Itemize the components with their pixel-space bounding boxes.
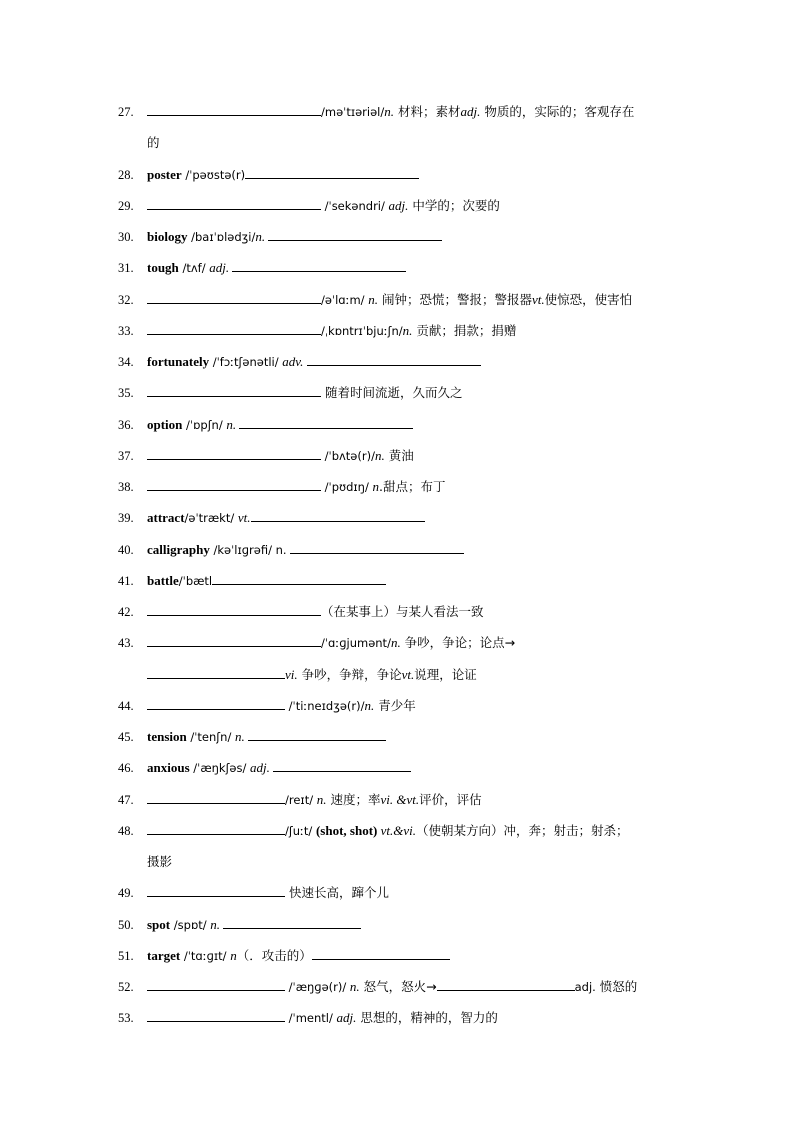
phonetic: /tʌf/	[178, 261, 210, 276]
meaning: 快速长高，蹿个儿	[285, 885, 389, 901]
part-of-speech: vt.	[531, 291, 545, 307]
vocabulary-list	[118, 101, 678, 1039]
list-item	[118, 351, 678, 382]
part-of-speech: vt.	[237, 510, 251, 526]
headword: fortunately	[147, 354, 210, 369]
phonetic: /reɪt/	[285, 792, 317, 807]
item-number: 48.	[118, 823, 134, 838]
meaning: 材料；素材	[394, 104, 461, 119]
list-item	[118, 695, 678, 726]
meaning: （在某事上）与某人看法一致	[321, 604, 484, 619]
meaning: （使朝某方向）冲，奔；射击；射杀；	[416, 822, 629, 838]
part-of-speech: n.	[255, 229, 269, 244]
part-of-speech: n.	[384, 104, 394, 119]
headword: tough	[147, 260, 179, 276]
item-number: 41.	[118, 573, 134, 588]
list-item	[118, 945, 678, 976]
answer-blank[interactable]	[147, 882, 285, 897]
answer-blank[interactable]	[307, 351, 481, 366]
item-number: 29.	[118, 198, 134, 213]
headword: battle	[147, 572, 179, 588]
item-number: 36.	[118, 417, 134, 432]
part-of-speech: vi.	[285, 666, 298, 682]
list-item	[118, 632, 678, 663]
answer-blank[interactable]	[245, 164, 419, 179]
item-number: 42.	[118, 605, 134, 619]
list-item-continuation	[118, 851, 678, 882]
list-item	[118, 476, 678, 507]
answer-blank[interactable]	[147, 1007, 285, 1022]
phonetic: /ˈɑːɡjumənt/	[321, 636, 391, 651]
phonetic: /baɪˈɒlədʒi/	[187, 230, 256, 244]
part-of-speech: n.	[210, 916, 224, 932]
phonetic: /ˈpʊdɪŋ/	[321, 480, 373, 494]
meaning: .甜点；布丁	[379, 479, 446, 494]
phonetic: /ˈfɔːtʃənətli/	[209, 355, 283, 369]
list-item	[118, 507, 678, 538]
headword: calligraphy	[147, 541, 210, 557]
answer-blank[interactable]	[232, 257, 406, 272]
part-of-speech: n.	[316, 791, 327, 807]
item-number: 51.	[118, 948, 134, 963]
list-item	[118, 320, 678, 351]
item-number: 53.	[118, 1011, 134, 1026]
list-item	[118, 757, 678, 788]
list-item	[118, 414, 678, 445]
list-item	[118, 570, 678, 601]
phonetic: /ˈɒpʃn/	[182, 417, 227, 432]
meaning: 思想的，精神的，智力的	[356, 1010, 498, 1026]
phonetic: /ˈsekəndri/	[321, 198, 389, 213]
phonetic: /əˈtrækt/	[184, 511, 238, 526]
list-item	[118, 789, 678, 820]
part-of-speech: n.	[374, 447, 385, 463]
phonetic: /ˈmentl/	[285, 1011, 337, 1026]
meaning: 闹钟；恐慌；警报；警报器	[377, 291, 532, 307]
phonetic: /məˈtɪəriəl/	[321, 105, 385, 119]
verb-forms: (shot, shot)	[315, 822, 378, 838]
list-item	[118, 601, 678, 632]
list-item-continuation	[118, 132, 678, 163]
item-number: 50.	[118, 917, 134, 932]
item-number: 30.	[118, 230, 134, 244]
part-of-speech: adj.	[250, 760, 274, 776]
item-number: 43.	[118, 636, 134, 651]
part-of-speech: vt.&vi.	[377, 822, 416, 838]
item-number: 35.	[118, 386, 134, 401]
answer-blank[interactable]	[147, 101, 321, 116]
item-number: 45.	[118, 730, 134, 744]
meaning: 的	[147, 135, 160, 151]
phonetic: /əˈlɑːm/	[321, 292, 369, 307]
list-item	[118, 382, 678, 413]
list-item	[118, 101, 678, 132]
item-number: 47.	[118, 792, 134, 807]
item-number: 31.	[118, 261, 134, 276]
list-item	[118, 976, 678, 1007]
phonetic: /ˈæŋkʃəs/	[189, 761, 251, 776]
list-item	[118, 226, 678, 257]
list-item	[118, 257, 678, 288]
item-number: 52.	[118, 980, 134, 994]
part-of-speech: n.	[368, 291, 378, 307]
answer-blank[interactable]	[251, 507, 425, 522]
part-of-speech: n.	[402, 322, 413, 338]
phonetic: /kəˈlɪɡrəfi/ n.	[209, 542, 291, 557]
headword: poster	[147, 166, 182, 182]
answer-blank[interactable]	[147, 789, 285, 804]
meaning: 速度；率	[326, 791, 381, 807]
phonetic: /ˈtiːneɪdʒə(r)/	[285, 698, 365, 713]
answer-blank[interactable]	[273, 757, 411, 772]
list-item-continuation	[118, 664, 678, 695]
meaning: 争吵，争辩，争论	[297, 666, 402, 682]
meaning: 物质的，实际的；客观存在	[480, 104, 635, 119]
item-number: 27.	[118, 105, 134, 119]
list-item	[118, 914, 678, 945]
headword: attract	[147, 510, 185, 526]
headword: target	[147, 947, 181, 963]
item-number: 40.	[118, 542, 134, 557]
item-number: 32.	[118, 292, 134, 307]
list-item	[118, 539, 678, 570]
answer-blank[interactable]	[147, 320, 321, 335]
item-number: 37.	[118, 448, 134, 463]
headword: tension	[147, 729, 187, 744]
item-number: 44.	[118, 698, 134, 713]
meaning: （．攻击的）	[236, 947, 312, 963]
meaning: 中学的；次要的	[408, 197, 500, 213]
answer-blank[interactable]	[212, 570, 386, 585]
meaning: 黄油	[384, 447, 414, 463]
part-of-speech: adj.	[460, 104, 481, 119]
list-item	[118, 820, 678, 851]
answer-blank[interactable]	[147, 632, 321, 647]
part-of-speech: vt.	[401, 666, 415, 682]
answer-blank[interactable]	[147, 664, 285, 679]
phonetic: /ˈtenʃn/	[186, 730, 235, 744]
item-number: 38.	[118, 480, 134, 494]
part-of-speech: n	[372, 479, 379, 494]
answer-blank[interactable]	[147, 976, 285, 991]
phonetic: /ˈbætl	[178, 573, 213, 588]
part-of-speech: n.	[364, 697, 375, 713]
answer-blank[interactable]	[147, 695, 285, 710]
list-item	[118, 1007, 678, 1038]
answer-blank[interactable]	[147, 820, 285, 835]
list-item	[118, 289, 678, 320]
phonetic: /ˈpəʊstə(r)	[181, 167, 246, 182]
part-of-speech: adj.	[336, 1010, 357, 1026]
part-of-speech: n.	[390, 635, 401, 651]
answer-blank[interactable]	[290, 539, 464, 554]
part-of-speech: n	[230, 947, 237, 963]
item-number: 28.	[118, 167, 134, 182]
meaning: 青少年	[374, 697, 416, 713]
part-of-speech: n.	[234, 729, 248, 744]
meaning: 评价，评估	[419, 791, 482, 807]
headword: anxious	[147, 760, 190, 776]
answer-blank[interactable]	[147, 382, 321, 397]
part-of-speech: vi. &vt.	[380, 791, 420, 807]
meaning: 摄影	[147, 854, 173, 869]
item-number: 46.	[118, 761, 134, 776]
meaning: 贡献；捐款；捐赠	[412, 322, 517, 338]
answer-blank[interactable]	[437, 976, 575, 991]
answer-blank[interactable]	[147, 195, 321, 210]
part-of-speech: n.	[349, 979, 360, 994]
part-of-speech: adj.	[574, 980, 596, 994]
meaning: 说理，论证	[414, 666, 477, 682]
answer-blank[interactable]	[223, 914, 361, 929]
headword: spot	[147, 916, 171, 932]
phonetic: /spɒt/	[170, 917, 211, 932]
list-item	[118, 164, 678, 195]
meaning: 争吵，争论；论点→	[400, 635, 516, 651]
item-number: 33.	[118, 323, 134, 338]
headword: biology	[147, 229, 188, 244]
item-number: 34.	[118, 355, 134, 369]
answer-blank[interactable]	[147, 476, 321, 491]
list-item	[118, 726, 678, 757]
list-item	[118, 445, 678, 476]
list-item	[118, 195, 678, 226]
meaning: 怒气，怒火→	[359, 979, 437, 994]
part-of-speech: n.	[226, 416, 240, 432]
list-item	[118, 882, 678, 913]
item-number: 39.	[118, 511, 134, 526]
answer-blank[interactable]	[147, 601, 321, 616]
meaning: 随着时间流逝，久而久之	[321, 385, 463, 401]
meaning: 使惊恐，使害怕	[544, 291, 633, 307]
answer-blank[interactable]	[147, 289, 321, 304]
answer-blank[interactable]	[268, 226, 442, 241]
answer-blank[interactable]	[312, 945, 450, 960]
item-number: 49.	[118, 886, 134, 901]
part-of-speech: adj.	[209, 260, 233, 276]
phonetic: /ˈæŋɡə(r)/	[285, 980, 350, 994]
part-of-speech: adv.	[282, 354, 307, 369]
phonetic: /ˈtɑːɡɪt/	[180, 948, 231, 963]
answer-blank[interactable]	[147, 445, 321, 460]
answer-blank[interactable]	[239, 414, 413, 429]
headword: option	[147, 416, 183, 432]
phonetic: /ʃuːt/	[285, 823, 316, 838]
part-of-speech: adj.	[388, 197, 409, 213]
meaning: 愤怒的	[595, 979, 638, 994]
phonetic: /ˈbʌtə(r)/	[321, 448, 375, 463]
answer-blank[interactable]	[248, 726, 386, 741]
phonetic: /ˌkɒntrɪˈbjuːʃn/	[321, 323, 403, 338]
